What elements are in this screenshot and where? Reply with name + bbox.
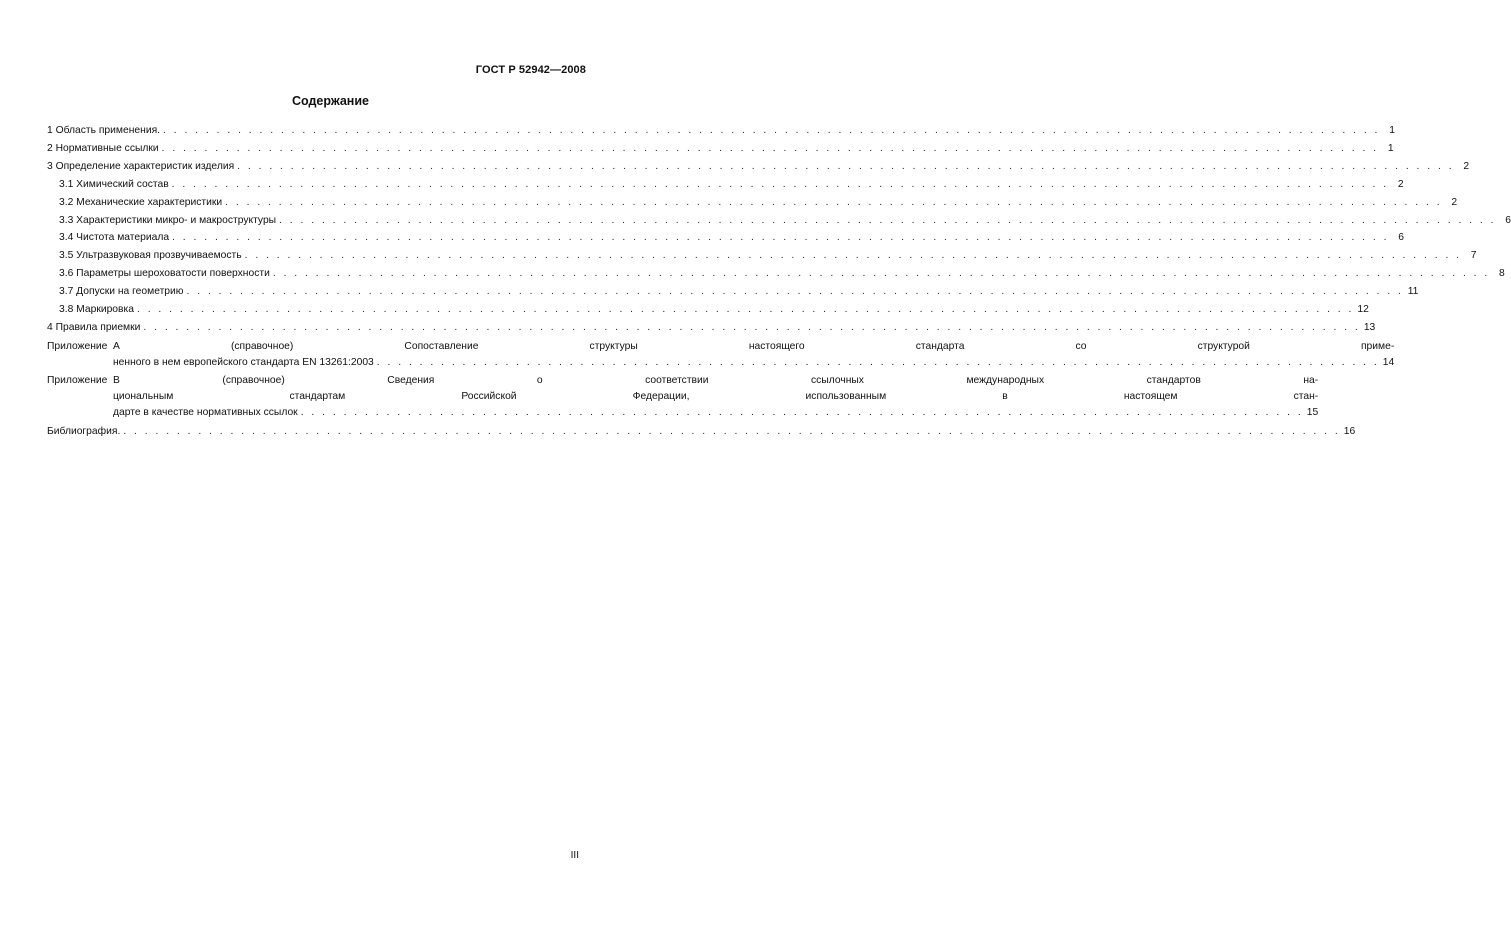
toc-entry-bibliography[interactable] <box>47 423 1356 441</box>
dot-leader <box>225 194 1442 212</box>
toc-entry-text: Библиография. <box>47 425 121 437</box>
toc-entry-3-6[interactable] <box>47 265 1505 283</box>
dot-leader <box>163 122 1380 140</box>
toc-entry-text: 3.4 Чистота материала <box>59 232 170 244</box>
toc-entry-1[interactable] <box>47 122 1395 140</box>
dot-leader <box>137 301 1354 319</box>
dot-leader <box>123 423 1340 441</box>
toc-entry-text: 1 Область применения. <box>47 125 161 136</box>
toc-entry-page: 2 <box>1463 160 1470 172</box>
toc-entry-3-4[interactable] <box>47 229 1404 247</box>
toc-entry-3-3[interactable] <box>47 212 1511 230</box>
toc-entry-page: 11 <box>1407 286 1419 298</box>
toc-entry-text: 4 Правила приемки <box>47 321 141 333</box>
toc-entry-3[interactable] <box>47 158 1470 176</box>
toc-entry-text: 3.3 Характеристики микро- и макроструктуры <box>59 214 277 226</box>
toc-appendix-a[interactable] <box>47 339 1395 371</box>
dot-leader <box>143 319 1360 337</box>
dot-leader <box>301 405 1303 421</box>
toc-entry-page: 2 <box>1397 178 1404 190</box>
dot-leader <box>237 158 1454 176</box>
table-of-contents <box>47 122 1511 441</box>
toc-entry-3-1[interactable] <box>47 176 1404 194</box>
dot-leader <box>162 140 1379 158</box>
page-title: Содержание <box>291 94 369 108</box>
toc-entry-text: 3.2 Механические характеристики <box>59 196 223 208</box>
toc-entry-3-5[interactable] <box>47 247 1477 265</box>
page-number: III <box>570 850 579 861</box>
appendix-title-line: В (справочное) Сведения о соответствии ссылочных международных стандартов на- <box>113 374 1319 386</box>
dot-leader <box>187 283 1404 301</box>
toc-entry-text: 3.5 Ультразвуковая прозвучиваемость <box>59 250 242 262</box>
appendix-title-line: циональным стандартам Российской Федерации, использованным в настоящем стан- <box>113 390 1319 402</box>
appendix-label: Приложение <box>47 374 108 386</box>
toc-entry-page: 6 <box>1398 232 1404 244</box>
toc-entry-page: 6 <box>1505 214 1511 226</box>
toc-entry-page: 14 <box>1382 356 1395 368</box>
toc-entry-text: 3 Определение характеристик изделия <box>47 160 235 172</box>
appendix-title-line: дарте в качестве нормативных ссылок <box>113 406 298 418</box>
toc-entry-text: 3.6 Параметры шероховатости поверхности <box>59 268 270 280</box>
dot-leader <box>172 176 1389 194</box>
dot-leader <box>377 355 1379 371</box>
toc-entry-page: 12 <box>1357 304 1369 316</box>
toc-entry-text: 2 Нормативные ссылки <box>47 142 159 154</box>
toc-entry-page: 1 <box>1387 142 1394 154</box>
toc-appendix-b[interactable] <box>47 373 1319 421</box>
toc-entry-page: 1 <box>1389 125 1395 136</box>
toc-entry-page: 15 <box>1306 406 1319 418</box>
toc-entry-3-8[interactable] <box>47 301 1369 319</box>
dot-leader <box>273 265 1490 283</box>
toc-entry-text: 3.1 Химический состав <box>59 178 169 190</box>
toc-entry-text: 3.8 Маркировка <box>59 304 134 316</box>
appendix-title-line: ненного в нем европейского стандарта EN 13261:2003 <box>113 356 374 368</box>
toc-entry-page: 13 <box>1363 321 1376 333</box>
document-code: ГОСТ Р 52942—2008 <box>475 64 586 76</box>
dot-leader <box>279 212 1496 230</box>
toc-entry-page: 7 <box>1470 250 1477 262</box>
appendix-title-line: А (справочное) Сопоставление структуры настоящего стандарта со структурой приме- <box>113 340 1395 352</box>
dot-leader <box>172 229 1389 247</box>
dot-leader <box>245 247 1462 265</box>
toc-entry-3-7[interactable] <box>47 283 1419 301</box>
toc-entry-3-2[interactable] <box>47 194 1458 212</box>
toc-entry-4[interactable] <box>47 319 1376 337</box>
toc-entry-text: 3.7 Допуски на геометрию <box>59 286 184 298</box>
appendix-label: Приложение <box>47 340 108 352</box>
toc-entry-page: 8 <box>1499 268 1505 280</box>
toc-entry-2[interactable] <box>47 140 1394 158</box>
toc-entry-page: 16 <box>1343 425 1356 437</box>
toc-entry-page: 2 <box>1451 196 1458 208</box>
